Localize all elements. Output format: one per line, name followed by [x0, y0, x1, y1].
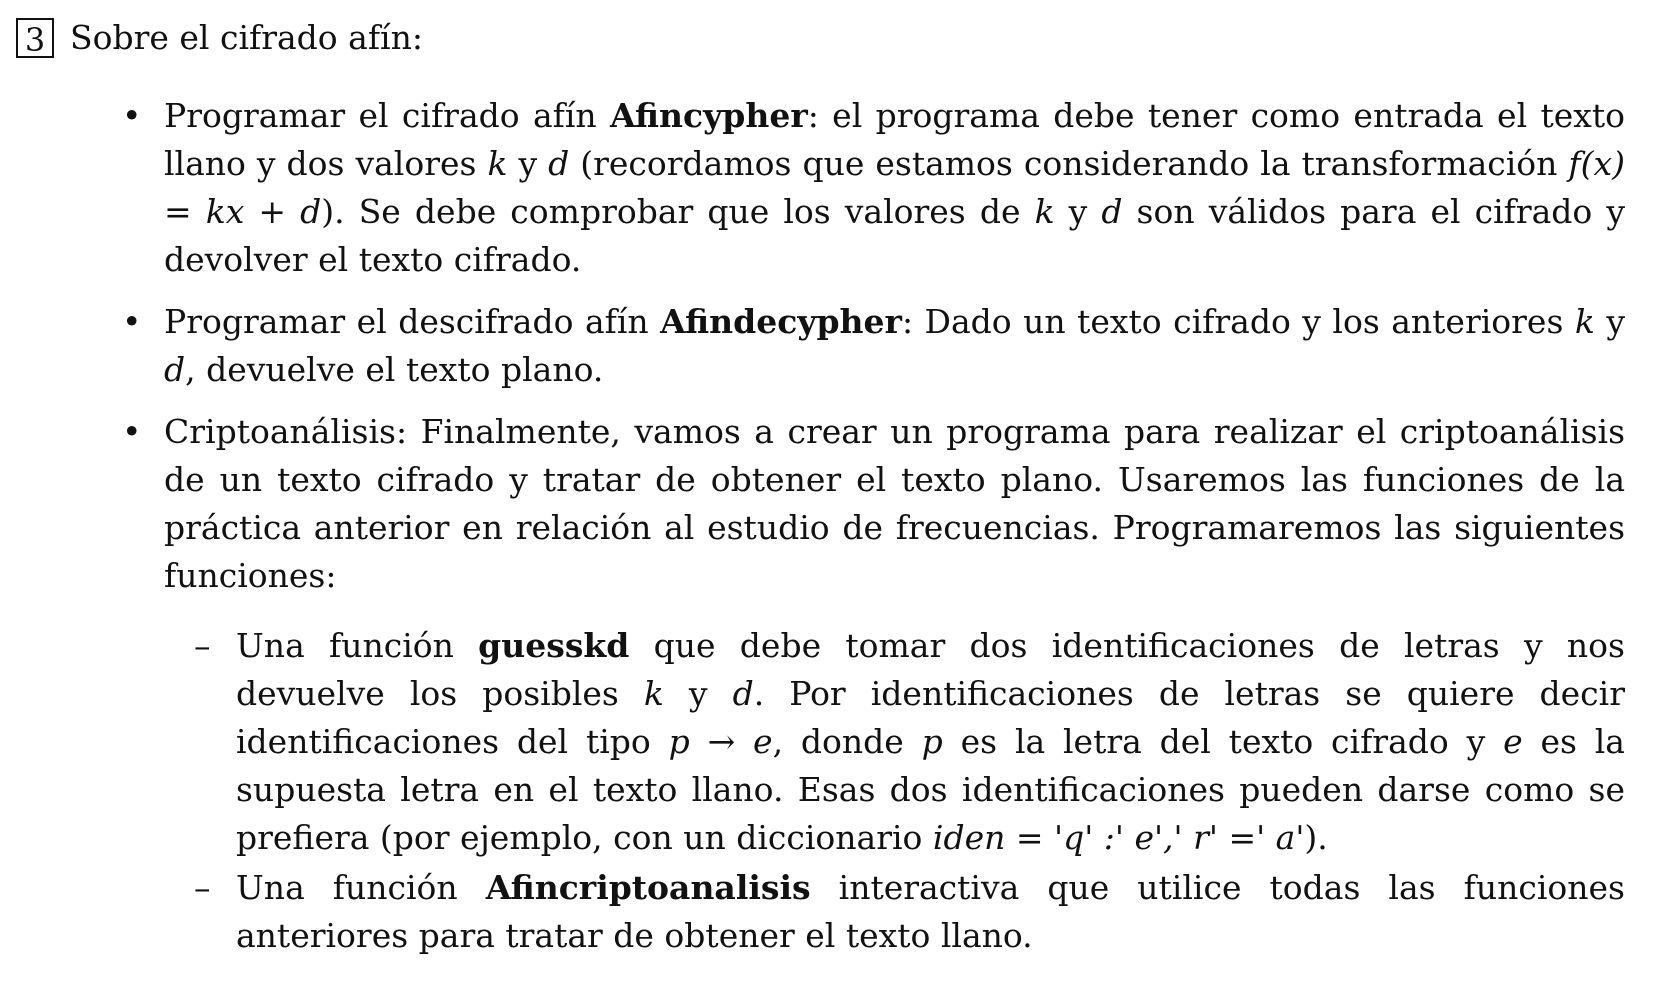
var-k: k — [487, 144, 508, 183]
exercise-number: 3 — [16, 18, 54, 58]
bullet-icon: • — [122, 96, 142, 135]
item-intro: Programar el cifrado afín — [164, 96, 597, 135]
conjunction: y — [1594, 302, 1625, 341]
item-text: Criptoanálisis: Finalmente, vamos a crear un programa para realizar el criptoanálisis de un texto cifrado y tratar de obtener el texto plano. Usaremos las funciones de la práctica anterior en relación al estudio de frecuencias. Programaremos las siguientes funciones: — [164, 412, 1625, 595]
item-intro: Una función — [236, 626, 479, 665]
term-afincriptoanalisis: Afincriptoanalisis — [485, 868, 811, 907]
var-p: p — [921, 722, 943, 761]
sub-item-afincriptoanalisis — [194, 864, 1625, 960]
separator: : — [807, 96, 819, 135]
example-formula: iden = 'q' :' e',' r' =' a' — [932, 818, 1305, 857]
item-text: . Por identificaciones de letras se quiere decir identificaciones del tipo — [236, 674, 1625, 761]
item-text: que debe tomar dos identificaciones de letras y nos devuelve los posibles — [236, 626, 1625, 713]
dash-icon: – — [194, 868, 211, 907]
sub-list — [194, 622, 1625, 960]
term-afincypher: Afincypher — [609, 96, 808, 135]
item-text: es la supuesta letra en el texto llano. Esas dos identificaciones pueden darse como se prefiera (por ejemplo, con un diccionario — [236, 722, 1625, 857]
sub-item-guesskd — [194, 622, 1625, 862]
item-text: es la letra del texto cifrado y — [942, 722, 1504, 761]
var-d: d — [548, 144, 570, 183]
bullet-icon: • — [122, 302, 142, 341]
conjunction: y — [663, 674, 733, 713]
item-intro: Una función — [236, 868, 486, 907]
var-e: e — [1503, 722, 1523, 761]
conjunction: y — [1054, 192, 1102, 231]
bullet-item-afindecypher — [120, 298, 1625, 394]
item-text: : Dado un texto cifrado y los anteriores — [901, 302, 1575, 341]
var-k: k — [1034, 192, 1055, 231]
dash-icon: – — [194, 626, 211, 665]
item-text: ). — [1304, 818, 1328, 857]
var-k: k — [643, 674, 664, 713]
var-d: d — [732, 674, 754, 713]
mapping-formula: p → e — [668, 722, 773, 761]
var-k: k — [1574, 302, 1595, 341]
exercise-title: Sobre el cifrado afín: — [70, 18, 423, 57]
item-text: , donde — [772, 722, 922, 761]
item-text: ). Se debe comprobar que los valores de — [321, 192, 1035, 231]
item-text: el programa debe tener como entrada el texto llano y dos valores — [164, 96, 1625, 183]
exercise-header — [16, 18, 423, 58]
item-text: , devuelve el texto plano. — [185, 350, 604, 389]
formula: f(x) = kx + d — [164, 144, 1625, 231]
conjunction: y — [507, 144, 549, 183]
var-d: d — [1101, 192, 1123, 231]
term-afindecypher: Afindecypher — [660, 302, 902, 341]
bullet-item-afincypher — [120, 92, 1625, 284]
bullet-icon: • — [122, 412, 142, 451]
var-d: d — [164, 350, 186, 389]
item-text: son válidos para el cifrado y devolver el texto cifrado. — [164, 192, 1626, 279]
term-guesskd: guesskd — [478, 626, 630, 665]
bullet-item-criptoanalisis — [120, 408, 1625, 960]
bullet-list — [120, 92, 1625, 974]
item-text: interactiva que utilice todas las funciones anteriores para tratar de obtener el texto llano. — [236, 868, 1625, 955]
item-text: (recordamos que estamos considerando la transformación — [569, 144, 1569, 183]
item-intro: Programar el descifrado afín — [164, 302, 649, 341]
